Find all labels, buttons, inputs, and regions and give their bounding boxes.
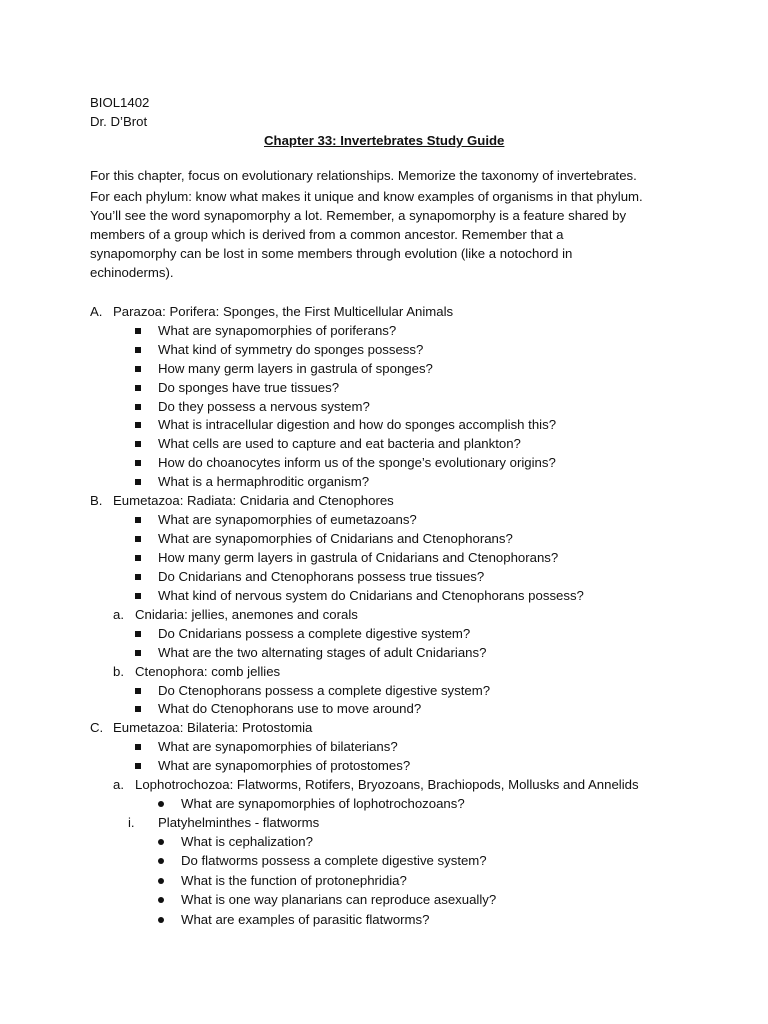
round-bullet-icon bbox=[158, 839, 164, 845]
square-bullet-icon bbox=[135, 706, 141, 712]
intro-line: echinoderms). bbox=[90, 265, 174, 280]
square-bullet-icon bbox=[135, 763, 141, 769]
square-bullet-icon bbox=[135, 593, 141, 599]
subsection-label: a. bbox=[113, 607, 124, 622]
square-bullet-icon bbox=[135, 517, 141, 523]
square-bullet-icon bbox=[135, 631, 141, 637]
square-bullet-icon bbox=[135, 366, 141, 372]
square-bullet-icon bbox=[135, 650, 141, 656]
square-bullet-icon bbox=[135, 385, 141, 391]
subsection-title: Platyhelminthes - flatworms bbox=[158, 815, 320, 830]
section-label: B. bbox=[90, 493, 103, 508]
square-bullet-icon bbox=[135, 441, 141, 447]
section-label: C. bbox=[90, 720, 104, 735]
intro-line: synapomorphy can be lost in some members through evolution (like a notochord in bbox=[90, 246, 573, 261]
square-bullet-icon bbox=[135, 536, 141, 542]
subsection-label: i. bbox=[128, 815, 135, 830]
square-bullet-icon bbox=[135, 347, 141, 353]
intro-line: You’ll see the word synapomorphy a lot. Remember, a synapomorphy is a feature shared by bbox=[90, 208, 627, 223]
square-bullet-icon bbox=[135, 555, 141, 561]
round-bullet-icon bbox=[158, 801, 164, 807]
round-bullet-icon bbox=[158, 917, 164, 923]
subsection-title: Lophotrochozoa: Flatworms, Rotifers, Bryozoans, Brachiopods, Mollusks and Annelids bbox=[135, 777, 639, 792]
square-bullet-icon bbox=[135, 328, 141, 334]
section-title: Parazoa: Porifera: Sponges, the First Multicellular Animals bbox=[113, 304, 454, 319]
section-title: Eumetazoa: Bilateria: Protostomia bbox=[113, 720, 313, 735]
section-title: Eumetazoa: Radiata: Cnidaria and Ctenophores bbox=[113, 493, 394, 508]
intro-line: members of a group which is derived from a common ancestor. Remember that a bbox=[90, 227, 564, 242]
subsection-label: a. bbox=[113, 777, 124, 792]
square-bullet-icon bbox=[135, 574, 141, 580]
study-guide-page: BIOL1402 Dr. D’Brot Chapter 33: Invertebrates Study Guide For this chapter, focus on evolutionary relationships. Memorize the taxonomy of invertebrates. For each phylum: know what makes it unique and know examples of organisms in that phylum. You’ll see the word synapomorphy a lot. Remember, a synapomorphy is a feature shared by members of a group which is derived from a common ancestor. Remember that a synapomorphy can be lost in some members through evolution (like a notochord in echinoderms). A. Parazoa: Porifera: Sponges, the First Multicellular Animals What are synapomorphies of poriferans? What kind of symmetry do sponges possess? How many germ layers in gastrula of sponges? Do sponges have true tissues? Do they possess a nervous system? What is intracellular digestion and how do sponges accomplish this? What cells are used to capture and eat bacteria and plankton? How do choanocytes inform us of the sponge’s evolutionary origins? What is a hermaphroditic organism? B. Eumetazoa: Radiata: Cnidaria and Ctenophores What are synapomorphies of eumetazoans? What are synapomorphies of Cnidarians and Ctenophorans? How many germ layers in gastrula of Cnidarians and Ctenophorans? Do Cnidarians and Ctenophorans possess true tissues? What kind of nervous system do Cnidarians and Ctenophorans possess? a. Cnidaria: jellies, anemones and corals Do Cnidarians possess a complete digestive system? What are the two alternating stages of adult Cnidarians? b. Ctenophora: comb jellies Do Ctenophorans possess a complete digestive system? What do Ctenophorans use to move around? C. Eumetazoa: Bilateria: Protostomia What are synapomorphies of bilaterians? What are synapomorphies of protostomes? a. Lophotrochozoa: Flatworms, Rotifers, Bryozoans, Brachiopods, Mollusks and Annelids What are synapomorphies of lophotrochozoans? i. Platyhelminthes - flatworms What is cephalization? Do flatworms possess a complete digestive system? What is the function of protonephridia? What is one way planarians can reproduce asexually? What are examples of parasitic flatworms? bbox=[90, 95, 643, 927]
square-bullet-icon bbox=[135, 460, 141, 466]
page-title: Chapter 33: Invertebrates Study Guide bbox=[264, 133, 505, 148]
square-bullet-icon bbox=[135, 422, 141, 428]
subsection-title: Ctenophora: comb jellies bbox=[135, 664, 281, 679]
section-label: A. bbox=[90, 304, 103, 319]
intro-line: For each phylum: know what makes it unique and know examples of organisms in that phylum. bbox=[90, 189, 643, 204]
square-bullet-icon bbox=[135, 744, 141, 750]
intro-line: For this chapter, focus on evolutionary relationships. Memorize the taxonomy of invertebrates. bbox=[90, 168, 637, 183]
round-bullet-icon bbox=[158, 897, 164, 903]
course-code: BIOL1402 bbox=[90, 95, 150, 110]
round-bullet-icon bbox=[158, 858, 164, 864]
square-bullet-icon bbox=[135, 688, 141, 694]
subsection-title: Cnidaria: jellies, anemones and corals bbox=[135, 607, 358, 622]
subsection-label: b. bbox=[113, 664, 124, 679]
round-bullet-icon bbox=[158, 878, 164, 884]
square-bullet-icon bbox=[135, 479, 141, 485]
square-bullet-icon bbox=[135, 404, 141, 410]
instructor-name: Dr. D’Brot bbox=[90, 114, 148, 129]
